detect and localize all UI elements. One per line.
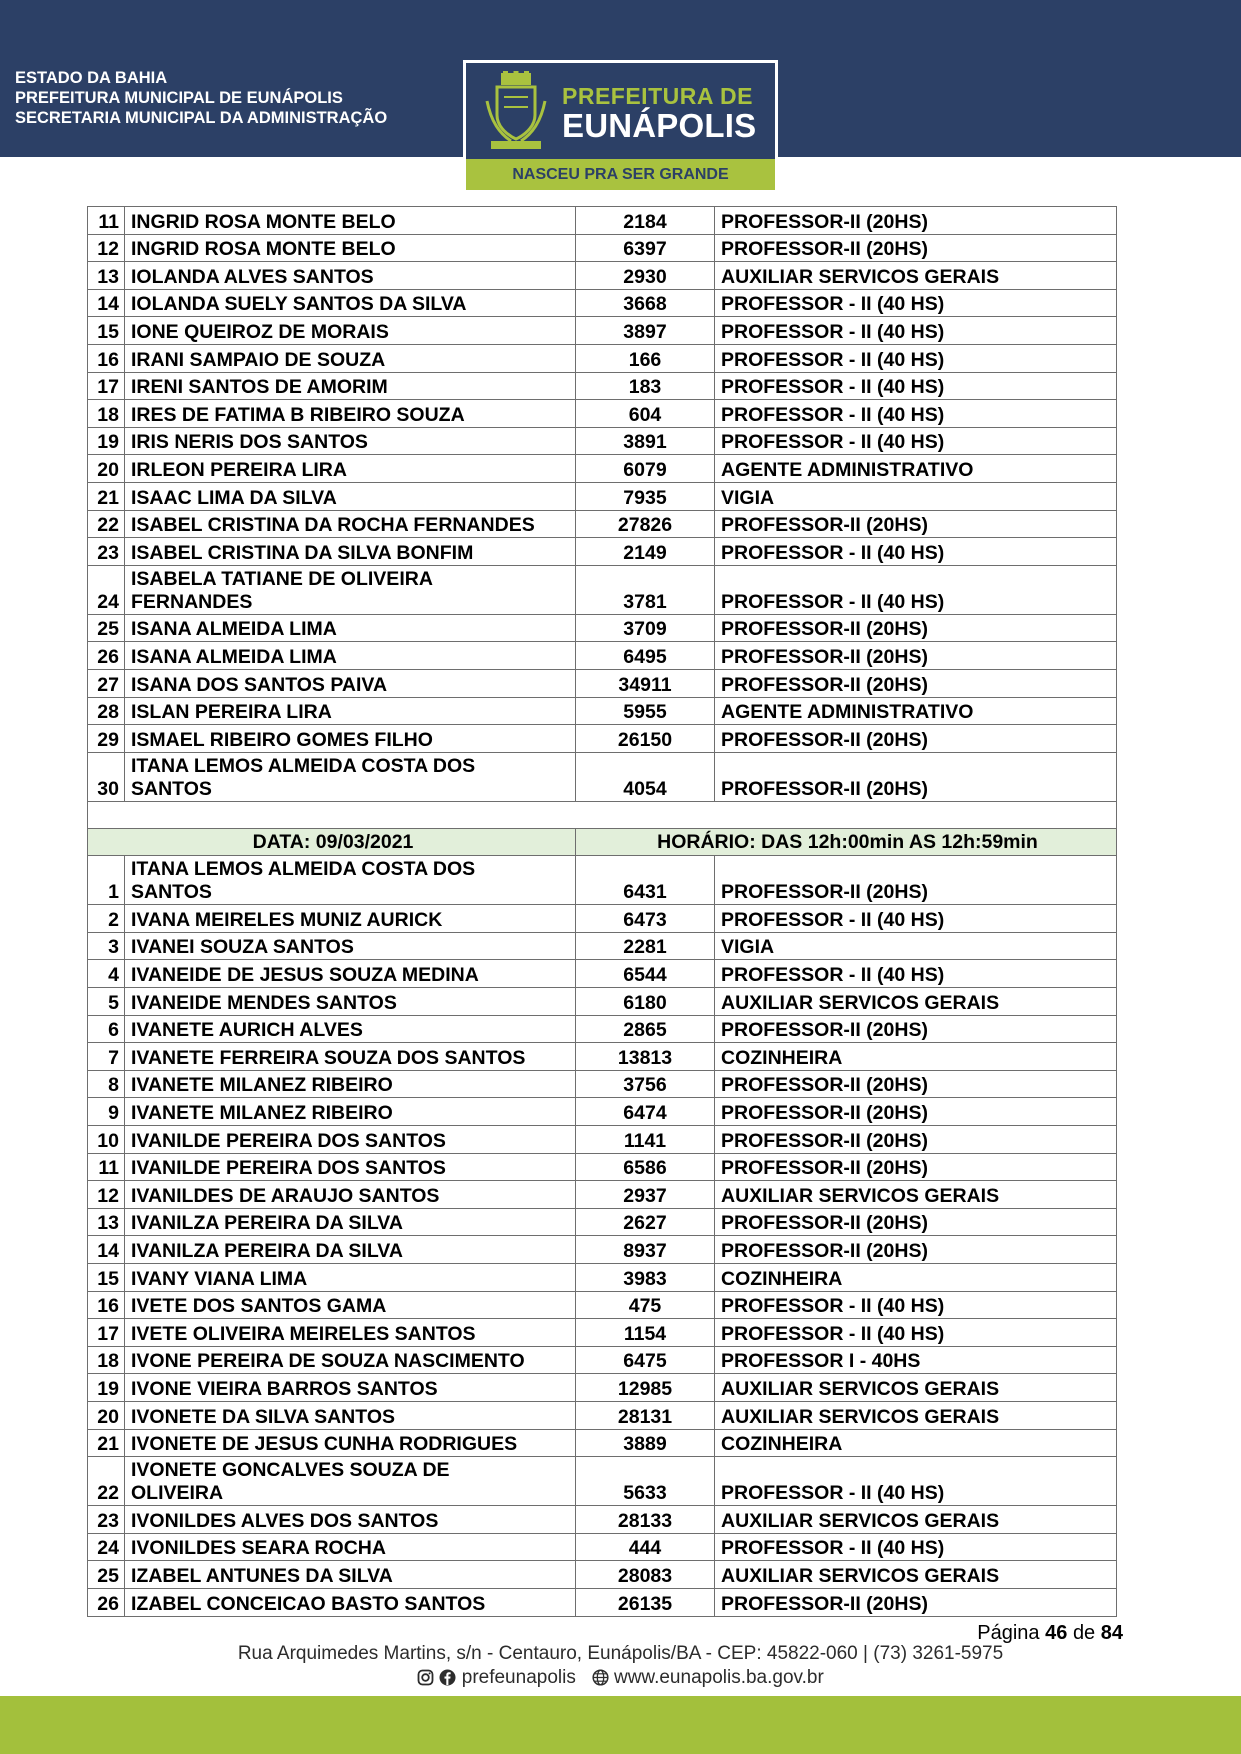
registration-number: 13813 [576, 1043, 715, 1071]
job-title: PROFESSOR-II (20HS) [715, 1588, 1117, 1616]
row-number: 21 [88, 482, 125, 510]
employee-name: INGRID ROSA MONTE BELO [125, 234, 576, 262]
prefecture-logo [463, 60, 778, 193]
table-row [88, 455, 1117, 483]
row-number: 8 [88, 1070, 125, 1098]
employee-name-line2: OLIVEIRA [131, 1482, 224, 1505]
employee-name: IZABEL CONCEICAO BASTO SANTOS [125, 1588, 576, 1616]
row-number: 20 [88, 1401, 125, 1429]
job-title: PROFESSOR - II (40 HS) [715, 565, 1117, 614]
employee-name: IVANILDE PEREIRA DOS SANTOS [125, 1153, 576, 1181]
page-prefix: Página [977, 1622, 1040, 1644]
job-title: PROFESSOR-II (20HS) [715, 614, 1117, 642]
job-title: PROFESSOR - II (40 HS) [715, 372, 1117, 400]
registration-number: 604 [576, 400, 715, 428]
employee-name: IVANETE MILANEZ RIBEIRO [125, 1070, 576, 1098]
website-url: www.eunapolis.ba.gov.br [613, 1667, 824, 1688]
row-number: 24 [88, 1533, 125, 1561]
job-title: PROFESSOR - II (40 HS) [715, 1319, 1117, 1347]
registration-number: 1141 [576, 1126, 715, 1154]
row-number: 23 [88, 538, 125, 566]
footer-bar [0, 1696, 1241, 1754]
row-number: 9 [88, 1098, 125, 1126]
job-title: PROFESSOR - II (40 HS) [715, 427, 1117, 455]
table-row [88, 1153, 1117, 1181]
job-title: PROFESSOR - II (40 HS) [715, 1291, 1117, 1319]
registration-number: 3781 [576, 565, 715, 614]
table-row [88, 510, 1117, 538]
row-number: 30 [88, 752, 125, 801]
row-number: 22 [88, 510, 125, 538]
table-row [88, 207, 1117, 235]
row-number: 15 [88, 317, 125, 345]
employee-name: IRENI SANTOS DE AMORIM [125, 372, 576, 400]
employee-name: IVONETE DA SILVA SANTOS [125, 1401, 576, 1429]
employee-name: IVETE OLIVEIRA MEIRELES SANTOS [125, 1319, 576, 1347]
employee-name: IOLANDA SUELY SANTOS DA SILVA [125, 289, 576, 317]
globe-icon [592, 1669, 609, 1686]
employee-name: ISLAN PEREIRA LIRA [125, 697, 576, 725]
registration-number: 27826 [576, 510, 715, 538]
row-number: 2 [88, 905, 125, 933]
employee-name-line1: ISABELA TATIANE DE OLIVEIRA [131, 567, 433, 590]
job-title: COZINHEIRA [715, 1429, 1117, 1457]
job-title: PROFESSOR-II (20HS) [715, 1070, 1117, 1098]
table-row [88, 1015, 1117, 1043]
registration-number: 3709 [576, 614, 715, 642]
row-number: 12 [88, 234, 125, 262]
table-row [88, 960, 1117, 988]
table-row [88, 400, 1117, 428]
employee-name: IRANI SAMPAIO DE SOUZA [125, 344, 576, 372]
employee-name [125, 856, 576, 905]
table-row [88, 1374, 1117, 1402]
table-row [88, 614, 1117, 642]
table-row [88, 669, 1117, 697]
registration-number: 6397 [576, 234, 715, 262]
job-title: AUXILIAR SERVICOS GERAIS [715, 1506, 1117, 1534]
job-title: PROFESSOR-II (20HS) [715, 642, 1117, 670]
footer-social [0, 1667, 1241, 1689]
job-title: PROFESSOR - II (40 HS) [715, 344, 1117, 372]
registration-number: 34911 [576, 669, 715, 697]
registration-number: 6180 [576, 988, 715, 1016]
row-number: 22 [88, 1457, 125, 1506]
employee-name: ISABEL CRISTINA DA ROCHA FERNANDES [125, 510, 576, 538]
registration-number: 2937 [576, 1181, 715, 1209]
registration-number: 166 [576, 344, 715, 372]
table-row [88, 344, 1117, 372]
table-row [88, 1429, 1117, 1457]
employee-name: IRES DE FATIMA B RIBEIRO SOUZA [125, 400, 576, 428]
row-number: 11 [88, 207, 125, 235]
logo-slogan: NASCEU PRA SER GRANDE [466, 159, 775, 190]
registration-number: 3668 [576, 289, 715, 317]
table-row [88, 317, 1117, 345]
row-number: 5 [88, 988, 125, 1016]
coat-of-arms-icon [485, 71, 547, 153]
job-title: PROFESSOR - II (40 HS) [715, 400, 1117, 428]
employee-name: IVANILZA PEREIRA DA SILVA [125, 1236, 576, 1264]
row-number: 15 [88, 1264, 125, 1292]
registration-number: 3889 [576, 1429, 715, 1457]
employee-name-line1: IVONETE GONCALVES SOUZA DE [131, 1459, 450, 1482]
gap-cell [88, 801, 1117, 829]
employee-name: INGRID ROSA MONTE BELO [125, 207, 576, 235]
row-number: 19 [88, 427, 125, 455]
registration-number: 7935 [576, 482, 715, 510]
row-number: 26 [88, 1588, 125, 1616]
table-row [88, 1181, 1117, 1209]
job-title: AUXILIAR SERVICOS GERAIS [715, 1374, 1117, 1402]
registration-number: 1154 [576, 1319, 715, 1347]
table-row [88, 752, 1117, 801]
section-time: HORÁRIO: DAS 12h:00min AS 12h:59min [576, 829, 1117, 856]
row-number: 14 [88, 1236, 125, 1264]
logo-city-name: EUNÁPOLIS [562, 107, 757, 144]
employee-name: IVONILDES SEARA ROCHA [125, 1533, 576, 1561]
job-title: AUXILIAR SERVICOS GERAIS [715, 988, 1117, 1016]
row-number: 18 [88, 400, 125, 428]
row-number: 25 [88, 1561, 125, 1589]
job-title: PROFESSOR-II (20HS) [715, 1208, 1117, 1236]
registration-number: 6473 [576, 905, 715, 933]
row-number: 17 [88, 1319, 125, 1347]
job-title: PROFESSOR - II (40 HS) [715, 317, 1117, 345]
employee-name: ISANA DOS SANTOS PAIVA [125, 669, 576, 697]
employee-name: IVETE DOS SANTOS GAMA [125, 1291, 576, 1319]
employee-name: IVANILDE PEREIRA DOS SANTOS [125, 1126, 576, 1154]
table-row [88, 697, 1117, 725]
employee-name: IVANEIDE DE JESUS SOUZA MEDINA [125, 960, 576, 988]
row-number: 14 [88, 289, 125, 317]
schedule-table [87, 206, 1117, 1617]
job-title: VIGIA [715, 932, 1117, 960]
table-row [88, 565, 1117, 614]
row-number: 3 [88, 932, 125, 960]
job-title: PROFESSOR - II (40 HS) [715, 289, 1117, 317]
employee-name: ISMAEL RIBEIRO GOMES FILHO [125, 725, 576, 753]
job-title: AUXILIAR SERVICOS GERAIS [715, 262, 1117, 290]
row-number: 21 [88, 1429, 125, 1457]
table-section-1 [88, 207, 1117, 802]
table-row [88, 1319, 1117, 1347]
registration-number: 8937 [576, 1236, 715, 1264]
row-number: 12 [88, 1181, 125, 1209]
table-row [88, 1533, 1117, 1561]
registration-number: 5955 [576, 697, 715, 725]
job-title: PROFESSOR - II (40 HS) [715, 905, 1117, 933]
registration-number: 2930 [576, 262, 715, 290]
job-title: PROFESSOR-II (20HS) [715, 1236, 1117, 1264]
header-line-prefecture: PREFEITURA MUNICIPAL DE EUNÁPOLIS [15, 89, 343, 107]
table-row [88, 856, 1117, 905]
header-line-state: ESTADO DA BAHIA [15, 69, 168, 87]
registration-number: 26135 [576, 1588, 715, 1616]
table-row [88, 1401, 1117, 1429]
employee-name: IVANILDES DE ARAUJO SANTOS [125, 1181, 576, 1209]
header-institution-text [15, 68, 387, 128]
employee-name: IVONETE DE JESUS CUNHA RODRIGUES [125, 1429, 576, 1457]
page-number [977, 1622, 1123, 1645]
row-number: 18 [88, 1346, 125, 1374]
employee-name: ISANA ALMEIDA LIMA [125, 614, 576, 642]
employee-name: IRIS NERIS DOS SANTOS [125, 427, 576, 455]
table-row [88, 262, 1117, 290]
job-title: PROFESSOR-II (20HS) [715, 752, 1117, 801]
table-row [88, 1588, 1117, 1616]
job-title: PROFESSOR-II (20HS) [715, 1098, 1117, 1126]
registration-number: 2149 [576, 538, 715, 566]
job-title: AGENTE ADMINISTRATIVO [715, 455, 1117, 483]
employee-name: IVANETE AURICH ALVES [125, 1015, 576, 1043]
employee-name: ISABEL CRISTINA DA SILVA BONFIM [125, 538, 576, 566]
table-row [88, 988, 1117, 1016]
page-total: 84 [1100, 1622, 1123, 1644]
table-section-2 [88, 856, 1117, 1616]
job-title: PROFESSOR - II (40 HS) [715, 538, 1117, 566]
job-title: PROFESSOR-II (20HS) [715, 1153, 1117, 1181]
employee-name [125, 1457, 576, 1506]
employee-name: ISANA ALMEIDA LIMA [125, 642, 576, 670]
instagram-icon [417, 1669, 434, 1686]
table-row [88, 482, 1117, 510]
table-row [88, 1208, 1117, 1236]
registration-number: 2865 [576, 1015, 715, 1043]
employee-name: IVANEI SOUZA SANTOS [125, 932, 576, 960]
registration-number: 6474 [576, 1098, 715, 1126]
registration-number: 3756 [576, 1070, 715, 1098]
row-number: 13 [88, 262, 125, 290]
table-row [88, 234, 1117, 262]
registration-number: 183 [576, 372, 715, 400]
job-title: PROFESSOR-II (20HS) [715, 234, 1117, 262]
page-sep: de [1072, 1622, 1096, 1644]
row-number: 19 [88, 1374, 125, 1402]
employee-name: IVANILZA PEREIRA DA SILVA [125, 1208, 576, 1236]
table-row [88, 1264, 1117, 1292]
row-number: 20 [88, 455, 125, 483]
page-header [0, 0, 1241, 183]
registration-number: 5633 [576, 1457, 715, 1506]
table-row [88, 1043, 1117, 1071]
registration-number: 2281 [576, 932, 715, 960]
registration-number: 28083 [576, 1561, 715, 1589]
job-title: PROFESSOR-II (20HS) [715, 510, 1117, 538]
registration-number: 6495 [576, 642, 715, 670]
registration-number: 3891 [576, 427, 715, 455]
employee-name: IONE QUEIROZ DE MORAIS [125, 317, 576, 345]
row-number: 17 [88, 372, 125, 400]
registration-number: 28131 [576, 1401, 715, 1429]
table-row [88, 289, 1117, 317]
employee-name: IVANA MEIRELES MUNIZ AURICK [125, 905, 576, 933]
table-row [88, 1098, 1117, 1126]
job-title: PROFESSOR-II (20HS) [715, 1015, 1117, 1043]
job-title: COZINHEIRA [715, 1264, 1117, 1292]
registration-number: 2184 [576, 207, 715, 235]
registration-number: 2627 [576, 1208, 715, 1236]
row-number: 25 [88, 614, 125, 642]
table-row [88, 725, 1117, 753]
employee-name-line1: ITANA LEMOS ALMEIDA COSTA DOS [131, 858, 476, 881]
table-row [88, 1457, 1117, 1506]
facebook-icon [439, 1669, 456, 1686]
table-row [88, 538, 1117, 566]
employee-name: IVONE VIEIRA BARROS SANTOS [125, 1374, 576, 1402]
row-number: 16 [88, 1291, 125, 1319]
job-title: COZINHEIRA [715, 1043, 1117, 1071]
row-number: 1 [88, 856, 125, 905]
table-row [88, 932, 1117, 960]
section-header [88, 829, 1117, 856]
row-number: 29 [88, 725, 125, 753]
job-title: PROFESSOR - II (40 HS) [715, 1457, 1117, 1506]
table-row [88, 905, 1117, 933]
employee-name: IVANETE MILANEZ RIBEIRO [125, 1098, 576, 1126]
registration-number: 26150 [576, 725, 715, 753]
row-number: 27 [88, 669, 125, 697]
job-title: PROFESSOR I - 40HS [715, 1346, 1117, 1374]
registration-number: 6586 [576, 1153, 715, 1181]
row-number: 6 [88, 1015, 125, 1043]
registration-number: 444 [576, 1533, 715, 1561]
employee-name: IVONILDES ALVES DOS SANTOS [125, 1506, 576, 1534]
registration-number: 3983 [576, 1264, 715, 1292]
section-gap [88, 801, 1117, 829]
job-title: PROFESSOR-II (20HS) [715, 725, 1117, 753]
registration-number: 28133 [576, 1506, 715, 1534]
employee-name-line2: FERNANDES [131, 590, 253, 613]
row-number: 16 [88, 344, 125, 372]
job-title: VIGIA [715, 482, 1117, 510]
table-row [88, 1126, 1117, 1154]
social-handle: prefeunapolis [461, 1667, 576, 1688]
row-number: 10 [88, 1126, 125, 1154]
registration-number: 4054 [576, 752, 715, 801]
table-row [88, 1346, 1117, 1374]
employee-name: IZABEL ANTUNES DA SILVA [125, 1561, 576, 1589]
table-row [88, 1506, 1117, 1534]
registration-number: 6079 [576, 455, 715, 483]
registration-number: 6475 [576, 1346, 715, 1374]
employee-name: IVANETE FERREIRA SOUZA DOS SANTOS [125, 1043, 576, 1071]
row-number: 23 [88, 1506, 125, 1534]
job-title: PROFESSOR-II (20HS) [715, 1126, 1117, 1154]
logo-title-line: PREFEITURA DE [562, 83, 753, 109]
job-title: AUXILIAR SERVICOS GERAIS [715, 1401, 1117, 1429]
registration-number: 12985 [576, 1374, 715, 1402]
registration-number: 6431 [576, 856, 715, 905]
footer-address: Rua Arquimedes Martins, s/n - Centauro, Eunápolis/BA - CEP: 45822-060 | (73) 3261-5975 [237, 1643, 1004, 1664]
job-title: PROFESSOR-II (20HS) [715, 207, 1117, 235]
row-number: 28 [88, 697, 125, 725]
table-row [88, 642, 1117, 670]
page-current: 46 [1045, 1622, 1068, 1644]
employee-name-line2: SANTOS [131, 777, 212, 800]
employee-name [125, 752, 576, 801]
job-title: AGENTE ADMINISTRATIVO [715, 697, 1117, 725]
employee-name-line2: SANTOS [131, 881, 212, 904]
employee-name: IOLANDA ALVES SANTOS [125, 262, 576, 290]
registration-number: 6544 [576, 960, 715, 988]
row-number: 7 [88, 1043, 125, 1071]
row-number: 26 [88, 642, 125, 670]
registration-number: 475 [576, 1291, 715, 1319]
job-title: PROFESSOR - II (40 HS) [715, 960, 1117, 988]
employee-name: IRLEON PEREIRA LIRA [125, 455, 576, 483]
job-title: AUXILIAR SERVICOS GERAIS [715, 1181, 1117, 1209]
job-title: PROFESSOR-II (20HS) [715, 856, 1117, 905]
section-date: DATA: 09/03/2021 [88, 829, 576, 856]
table-row [88, 1291, 1117, 1319]
employee-name: IVANEIDE MENDES SANTOS [125, 988, 576, 1016]
employee-name: IVANY VIANA LIMA [125, 1264, 576, 1292]
registration-number: 3897 [576, 317, 715, 345]
employee-name-line1: ITANA LEMOS ALMEIDA COSTA DOS [131, 754, 476, 777]
table-row [88, 372, 1117, 400]
job-title: PROFESSOR - II (40 HS) [715, 1533, 1117, 1561]
table-row [88, 1070, 1117, 1098]
employee-name: ISAAC LIMA DA SILVA [125, 482, 576, 510]
job-title: AUXILIAR SERVICOS GERAIS [715, 1561, 1117, 1589]
table-row [88, 1236, 1117, 1264]
employee-name [125, 565, 576, 614]
row-number: 4 [88, 960, 125, 988]
job-title: PROFESSOR-II (20HS) [715, 669, 1117, 697]
table-row [88, 1561, 1117, 1589]
row-number: 24 [88, 565, 125, 614]
row-number: 13 [88, 1208, 125, 1236]
header-line-secretariat: SECRETARIA MUNICIPAL DA ADMINISTRAÇÃO [15, 109, 388, 127]
row-number: 11 [88, 1153, 125, 1181]
employee-name: IVONE PEREIRA DE SOUZA NASCIMENTO [125, 1346, 576, 1374]
table-row [88, 427, 1117, 455]
